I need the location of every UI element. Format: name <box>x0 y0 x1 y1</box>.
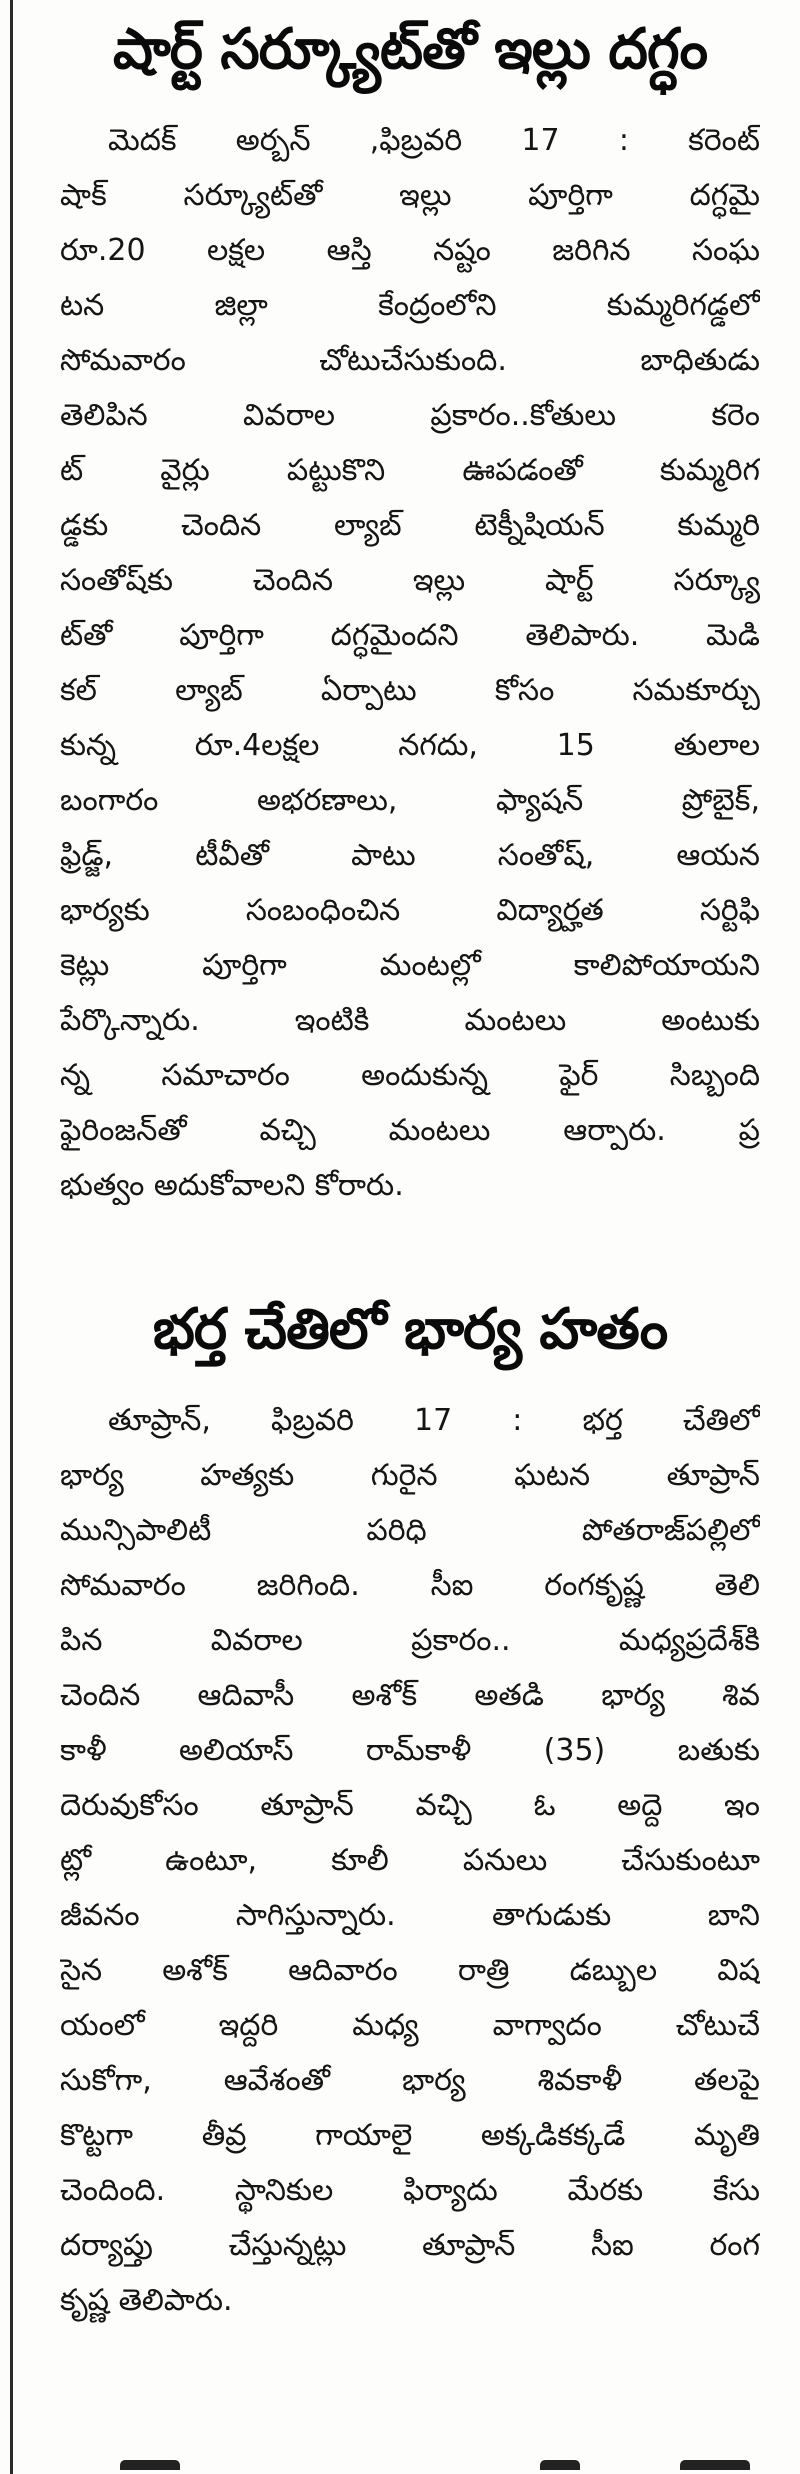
cropped-glyph <box>540 2460 580 2470</box>
body-line: సోమవారం చోటుచేసుకుంది. బాధితుడు <box>60 343 760 378</box>
article-wife-killed <box>60 1290 760 2328</box>
article-body <box>60 113 760 1213</box>
body-line: షాక్ సర్క్యూట్‌తో ఇల్లు పూర్తిగా దగ్ధమై <box>60 178 760 213</box>
body-line: ట్లో ఉంటూ, కూలీ పనులు చేసుకుంటూ <box>60 1843 760 1878</box>
body-line: జీవనం సాగిస్తున్నారు. తాగుడుకు బాని <box>60 1898 760 1933</box>
body-line: ఫ్రిడ్జ్, టీవీతో పాటు సంతోష్, ఆయన <box>60 838 760 873</box>
body-line: దెరువుకోసం తూప్రాన్ వచ్చి ఓ అద్దె ఇం <box>60 1788 760 1823</box>
body-line: తెలిపిన వివరాల ప్రకారం..కోతులు కరెం <box>60 398 760 433</box>
body-line: కొట్టగా తీవ్ర గాయాలై అక్కడికక్కడే మృతి <box>60 2118 760 2153</box>
body-line: చెందిన ఆదివాసీ అశోక్ అతడి భార్య శివ <box>60 1678 760 1713</box>
body-line: ట్ వైర్లు పట్టుకొని ఊపడంతో కుమ్మరిగ <box>60 453 760 488</box>
body-line: కల్ ల్యాబ్ ఏర్పాటు కోసం సమకూర్చు <box>60 673 760 708</box>
article-short-circuit <box>60 10 760 1213</box>
body-line: రూ.20 లక్షల ఆస్తి నష్టం జరిగిన సంఘ <box>60 233 760 268</box>
body-line: కున్న రూ.4లక్షల నగదు, 15 తులాల <box>60 728 760 763</box>
body-line: కాళీ అలియాస్ రామ్‌కాళీ (35) బతుకు <box>60 1733 760 1768</box>
body-line: పిన వివరాల ప్రకారం.. మధ్యప్రదేశ్‌కి <box>60 1623 760 1658</box>
article-headline: భర్త చేతిలో భార్య హతం <box>152 1297 668 1362</box>
body-line: మెదక్ అర్బన్ ,ఫిబ్రవరి 17 : కరెంట్ <box>108 123 760 158</box>
body-line: సైన అశోక్ ఆదివారం రాత్రి డబ్బుల విష <box>60 1953 760 1988</box>
body-line: ఫైరింజన్‌తో వచ్చి మంటలు ఆర్పారు. ప్ర <box>60 1113 760 1148</box>
column-divider <box>10 0 13 2474</box>
body-line: పేర్కొన్నారు. ఇంటికి మంటలు అంటుకు <box>60 1003 760 1038</box>
article-headline: షార్ట్ సర్క్యూట్‌తో ఇల్లు దగ్ధం <box>112 17 707 82</box>
body-line: సోమవారం జరిగింది. సీఐ రంగకృష్ణ తెలి <box>60 1568 760 1603</box>
body-line: సంతోష్‌కు చెందిన ఇల్లు షార్ట్ సర్క్యూ <box>60 563 760 598</box>
cropped-glyph <box>680 2460 750 2470</box>
body-line: మున్సిపాలిటీ పరిధి పోతరాజ్‌పల్లిలో <box>60 1513 760 1548</box>
body-line: డ్డకు చెందిన ల్యాబ్ టెక్నీషియన్ కుమ్మరి <box>60 508 760 543</box>
body-line: న్న సమాచారం అందుకున్న ఫైర్ సిబ్బంది <box>60 1058 760 1093</box>
body-line: టన జిల్లా కేంద్రంలోని కుమ్మరిగడ్డలో <box>60 288 760 323</box>
cropped-next-headline <box>120 2438 760 2474</box>
body-line: బంగారం అభరణాలు, ఫ్యాషన్ ప్రోబైక్, <box>60 783 760 818</box>
body-line: యంలో ఇద్దరి మధ్య వాగ్వాదం చోటుచే <box>60 2008 760 2043</box>
article-body <box>60 1393 760 2328</box>
body-line: భార్య హత్యకు గురైన ఘటన తూప్రాన్ <box>60 1458 760 1493</box>
body-line: భుత్వం అదుకోవాలని కోరారు. <box>60 1168 404 1203</box>
body-line: చెందింది. స్థానికుల ఫిర్యాదు మేరకు కేసు <box>60 2173 760 2208</box>
body-line: దర్యాప్తు చేస్తున్నట్లు తూప్రాన్ సీఐ రంగ <box>60 2228 760 2263</box>
body-line: కెట్లు పూర్తిగా మంటల్లో కాలిపోయాయని <box>60 948 760 983</box>
body-line: తూప్రాన్, ఫిబ్రవరి 17 : భర్త చేతిలో <box>108 1403 760 1438</box>
body-line: సుకోగా, ఆవేశంతో భార్య శివకాళీ తలపై <box>60 2063 760 2098</box>
cropped-glyph <box>120 2460 180 2470</box>
body-line: ట్‌తో పూర్తిగా దగ్ధమైందని తెలిపారు. మెడి <box>60 618 760 653</box>
body-line: భార్యకు సంబంధించిన విద్యార్హత సర్టిఫి <box>60 893 760 928</box>
body-line: కృష్ణ తెలిపారు. <box>60 2283 233 2318</box>
